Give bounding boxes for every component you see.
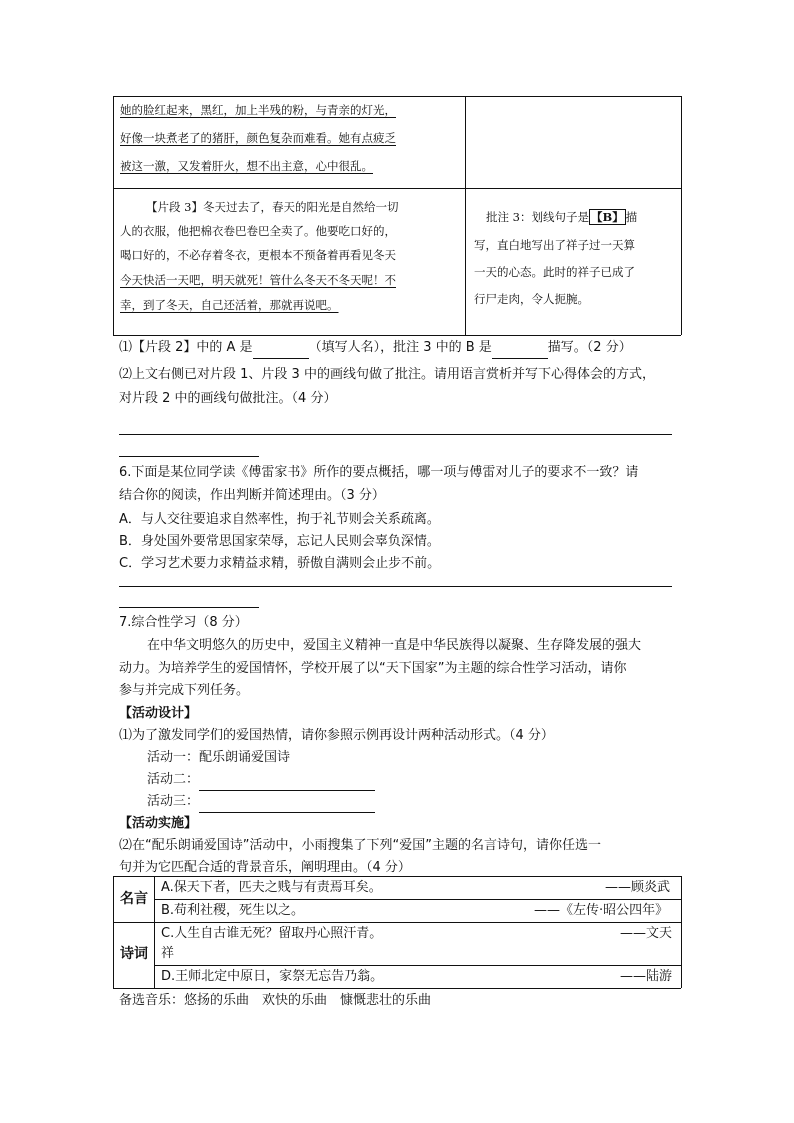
q6-option-a: A．与人交往要追求自然率性，拘于礼节则会关系疏离。 [119,512,440,527]
fragment3-line: 【片段 3】冬天过去了，春天的阳光是自然给一切 [146,200,399,214]
activity-three-blank[interactable] [199,794,375,813]
fragment3-line: 喝口好的，不必存着冬衣，更根本不预备着再看见冬天 [120,248,396,262]
fragment2-line: 好像一块煮老了的猪肝，颜色复杂而难看。她有点疲乏 [120,131,396,145]
activity-three: 活动三： [147,791,375,813]
q7-sub2: ⑵在“配乐朗诵爱国诗”活动中，小雨搜集了下列“爱国”主题的名言诗句，请你任选一 [119,838,601,853]
quote-author: ——文天 [620,926,673,941]
quote-author-cont: 祥 [161,946,175,961]
answer-line-short[interactable] [119,456,259,457]
activity-impl-heading: 【活动实施】 [119,816,198,831]
fragment2-line: 被这一激，又发着肝火，想不出主意，心中很乱。 [120,159,373,173]
q5-part2-cont: 对片段 2 中的画线句做批注。（4 分） [119,391,337,406]
q5-part1: ⑴【片段 2】中的 A 是 （填写人名），批注 3 中的 B 是 描写。（2 分） [119,337,632,359]
activity-one: 活动一：配乐朗诵爱国诗 [147,750,291,765]
quotes-group-label: 名言 [120,891,148,907]
quote-text: A.保天下者，匹夫之贱与有责焉耳矣。 [161,880,382,895]
activity-two: 活动二： [147,769,375,791]
q6-option-b: B．身处国外要常思国家荣辱，忘记人民则会辜负深情。 [119,534,440,549]
quote-author: ——陆游 [620,969,673,984]
poems-group-label: 诗词 [120,946,148,962]
fragment3-underlined-line: 幸，到了冬天，自己还活着，那就再说吧。 [120,298,339,312]
fragment2-line: 她的脸红起来，黑红，加上半残的粉，与青亲的灯光， [120,103,396,117]
q7-intro-cont: 参与并完成下列任务。 [119,683,250,698]
annotation3-line: 行尸走肉，令人扼腕。 [474,292,589,306]
quote-author: ——顾炎武 [605,880,671,895]
q6-stem: 6.下面是某位同学读《傅雷家书》所作的要点概括，哪一项与傅雷对儿子的要求不一致？请 [119,465,639,480]
answer-line[interactable] [119,434,672,435]
q7-title: 7.综合性学习（8 分） [119,615,248,630]
blank-b-marker: 【B】 [590,210,624,224]
quote-text: B.苟利社稷，死生以之。 [161,903,305,918]
annotation3-line: 一天的心态。此时的祥子已成了 [474,265,635,279]
q7-intro: 在中华文明悠久的历史中，爱国主义精神一直是中华民族得以凝聚、生存降发展的强大 [147,638,642,653]
q6-option-c: C．学习艺术要力求精益求精，骄傲自满则会止步不前。 [119,556,441,571]
answer-blank-b[interactable] [492,358,548,359]
q7-intro-cont: 动力。为培养学生的爱国情怀，学校开展了以“天下国家”为主题的综合性学习活动，请你 [119,661,627,676]
annotation3-line: 批注 3：划线句子是 【B】 描 [486,210,638,224]
annotation3-line: 写，直白地写出了祥子过一天算 [474,238,635,252]
quote-text: D.王师北定中原日，家祭无忘告乃翁。 [161,969,384,984]
q6-stem-cont: 结合你的阅读，作出判断并简述理由。（3 分） [119,488,385,503]
quote-author: ——《左传·昭公四年》 [534,903,669,918]
q7-sub2-cont: 句并为它匹配合适的背景音乐，阐明理由。（4 分） [119,860,411,875]
fragment3-underlined-line: 今天快活一天吧，明天就死！管什么冬天不冬天呢！不 [120,273,396,287]
activity-design-heading: 【活动设计】 [119,706,198,721]
fragment3-line: 人的衣服，他把棉衣卷巴卷巴全卖了。他要吃口好的， [120,224,396,238]
answer-blank-a[interactable] [253,358,309,359]
q7-sub1: ⑴为了激发同学们的爱国热情，请你参照示例再设计两种活动形式。（4 分） [119,728,554,743]
q5-part2: ⑵上文右侧已对片段 1、片段 3 中的画线句做了批注。请用语言赏析并写下心得体会的方式， [119,367,655,382]
answer-line[interactable] [119,586,672,587]
music-options: 备选音乐：悠扬的乐曲 欢快的乐曲 慷慨悲壮的乐曲 [119,993,432,1008]
answer-line-short[interactable] [119,607,259,608]
quote-text: C.人生自古谁无死？留取丹心照汗青。 [161,926,383,941]
activity-two-blank[interactable] [199,772,375,791]
